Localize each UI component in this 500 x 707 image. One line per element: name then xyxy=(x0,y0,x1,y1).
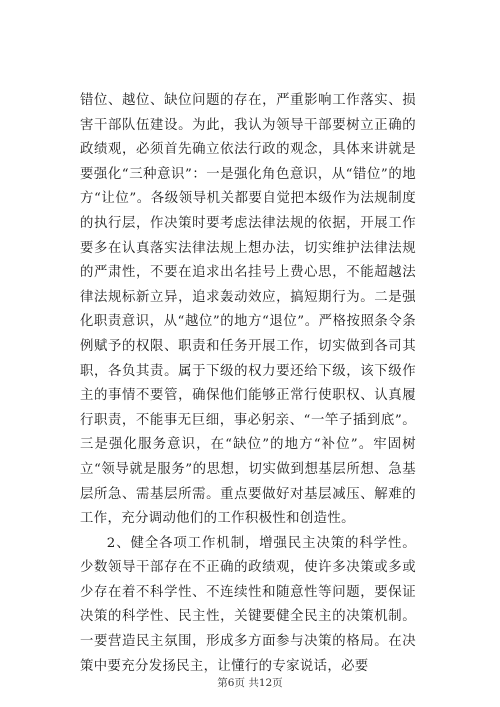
paragraph-continuation: 错位、越位、缺位问题的存在，严重影响工作落实、损害干部队伍建设。为此，我认为领导干部要树立正确的政绩观，必须首先确立依法行政的观念，具体来讲就是要强化“三种意识”：一是强化角色意识，从“错位”的地方“让位”。各级领导机关都要自觉把本级作为法规制度的执行层，作决策时要考虑法律法规的依据，开展工作要多在认真落实法律法规上想办法，切实维护法律法规的严肃性，不要在追求出名挂号上费心思，不能超越法律法规标新立异，追求轰动效应，搞短期行为。二是强化职责意识，从“越位”的地方“退位”。严格按照条令条例赋予的权限、职责和任务开展工作，切实做到各司其职，各负其责。属于下级的权力要还给下级，该下级作主的事情不要管，确保他们能够正常行使职权、认真履行职责，不能事无巨细，事必躬亲、“一竿子插到底”。三是强化服务意识，在“缺位”的地方“补位”。牢固树立“领导就是服务”的思想，切实做到想基层所想、急基层所急、需基层所需。重点要做好对基层减压、解难的工作，充分调动他们的工作积极性和创造性。 xyxy=(80,93,416,527)
document-body xyxy=(80,89,416,679)
paragraph-section-2: 2、健全各项工作机制，增强民主决策的科学性。少数领导干部存在不正确的政绩观，使许多决策或多或少存在着不科学性、不连续性和随意性等问题，要保证决策的科学性、民主性，关键要健全民主的决策机制。一要营造民主氛围，形成多方面参与决策的格局。在决策中要充分发扬民主，让懂行的专家说话，必要 xyxy=(80,535,416,674)
page-footer: 第6页 共12页 xyxy=(217,677,283,689)
